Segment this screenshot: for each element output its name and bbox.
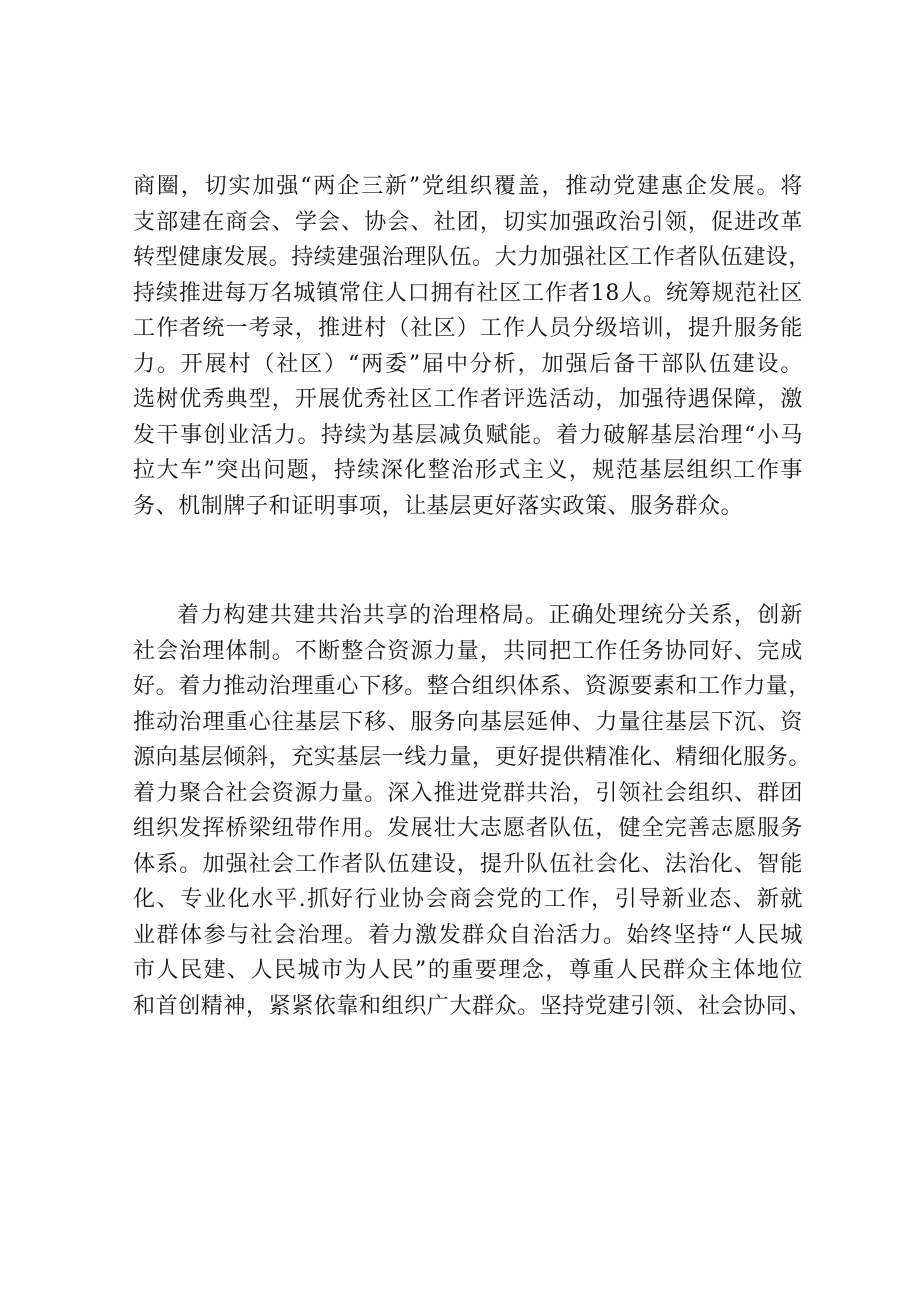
paragraph-line: 业群体参与社会治理。着力激发群众自治活力。始终坚持“人民城 [133, 922, 803, 948]
paragraph-line: 着力聚合社会资源力量。深入推进党群共治，引领社会组织、群团 [133, 780, 803, 806]
paragraph-line: 着力构建共建共治共享的治理格局。正确处理统分关系，创新 [177, 603, 803, 628]
paragraph-line: 支部建在商会、学会、协会、社团，切实加强政治引领，促进改革 [133, 209, 803, 235]
paragraph-line: 社会治理体制。不断整合资源力量，共同把工作任务协同好、完成 [133, 638, 803, 664]
paragraph-line: 好。着力推动治理重心下移。整合组织体系、资源要素和工作力量， [133, 674, 812, 699]
paragraph-line: 化、专业化水平.抓好行业协会商会党的工作，引导新业态、新就 [133, 887, 803, 912]
paragraph-line: 持续推进每万名城镇常住人口拥有社区工作者18人。统筹规范社区 [133, 280, 803, 306]
paragraph-line: 市人民建、人民城市为人民”的重要理念，尊重人民群众主体地位 [133, 958, 803, 983]
paragraph-line: 组织发挥桥梁纽带作用。发展壮大志愿者队伍，健全完善志愿服务 [133, 816, 803, 841]
paragraph-line: 力。开展村（社区）“两委”届中分析，加强后备干部队伍建设。 [133, 351, 803, 377]
paragraph-line: 体系。加强社会工作者队伍建设，提升队伍社会化、法治化、智能 [133, 851, 803, 877]
paragraph-1 [133, 169, 812, 524]
paragraph-line: 和首创精神，紧紧依靠和组织广大群众。坚持党建引领、社会协同、 [133, 993, 812, 1019]
paragraph-line: 推动治理重心往基层下移、服务向基层延伸、力量往基层下沉、资 [133, 709, 803, 735]
paragraph-2 [133, 598, 812, 1024]
paragraph-line: 拉大车”突出问题，持续深化整治形式主义，规范基层组织工作事 [133, 458, 803, 483]
paragraph-line: 选树优秀典型，开展优秀社区工作者评选活动，加强待遇保障，激 [133, 387, 803, 412]
paragraph-line: 发干事创业活力。持续为基层减负赋能。着力破解基层治理“小马 [133, 422, 803, 448]
paragraph-line: 工作者统一考录，推进村（社区）工作人员分级培训，提升服务能 [133, 316, 803, 341]
paragraph-line: 商圈，切实加强“两企三新”党组织覆盖，推动党建惠企发展。将 [133, 174, 803, 199]
paragraph-line: 务、机制牌子和证明事项，让基层更好落实政策、服务群众。 [133, 493, 744, 519]
paragraph-line: 转型健康发展。持续建强治理队伍。大力加强社区工作者队伍建设， [133, 245, 812, 270]
paragraph-line: 源向基层倾斜，充实基层一线力量，更好提供精准化、精细化服务。 [133, 745, 812, 770]
